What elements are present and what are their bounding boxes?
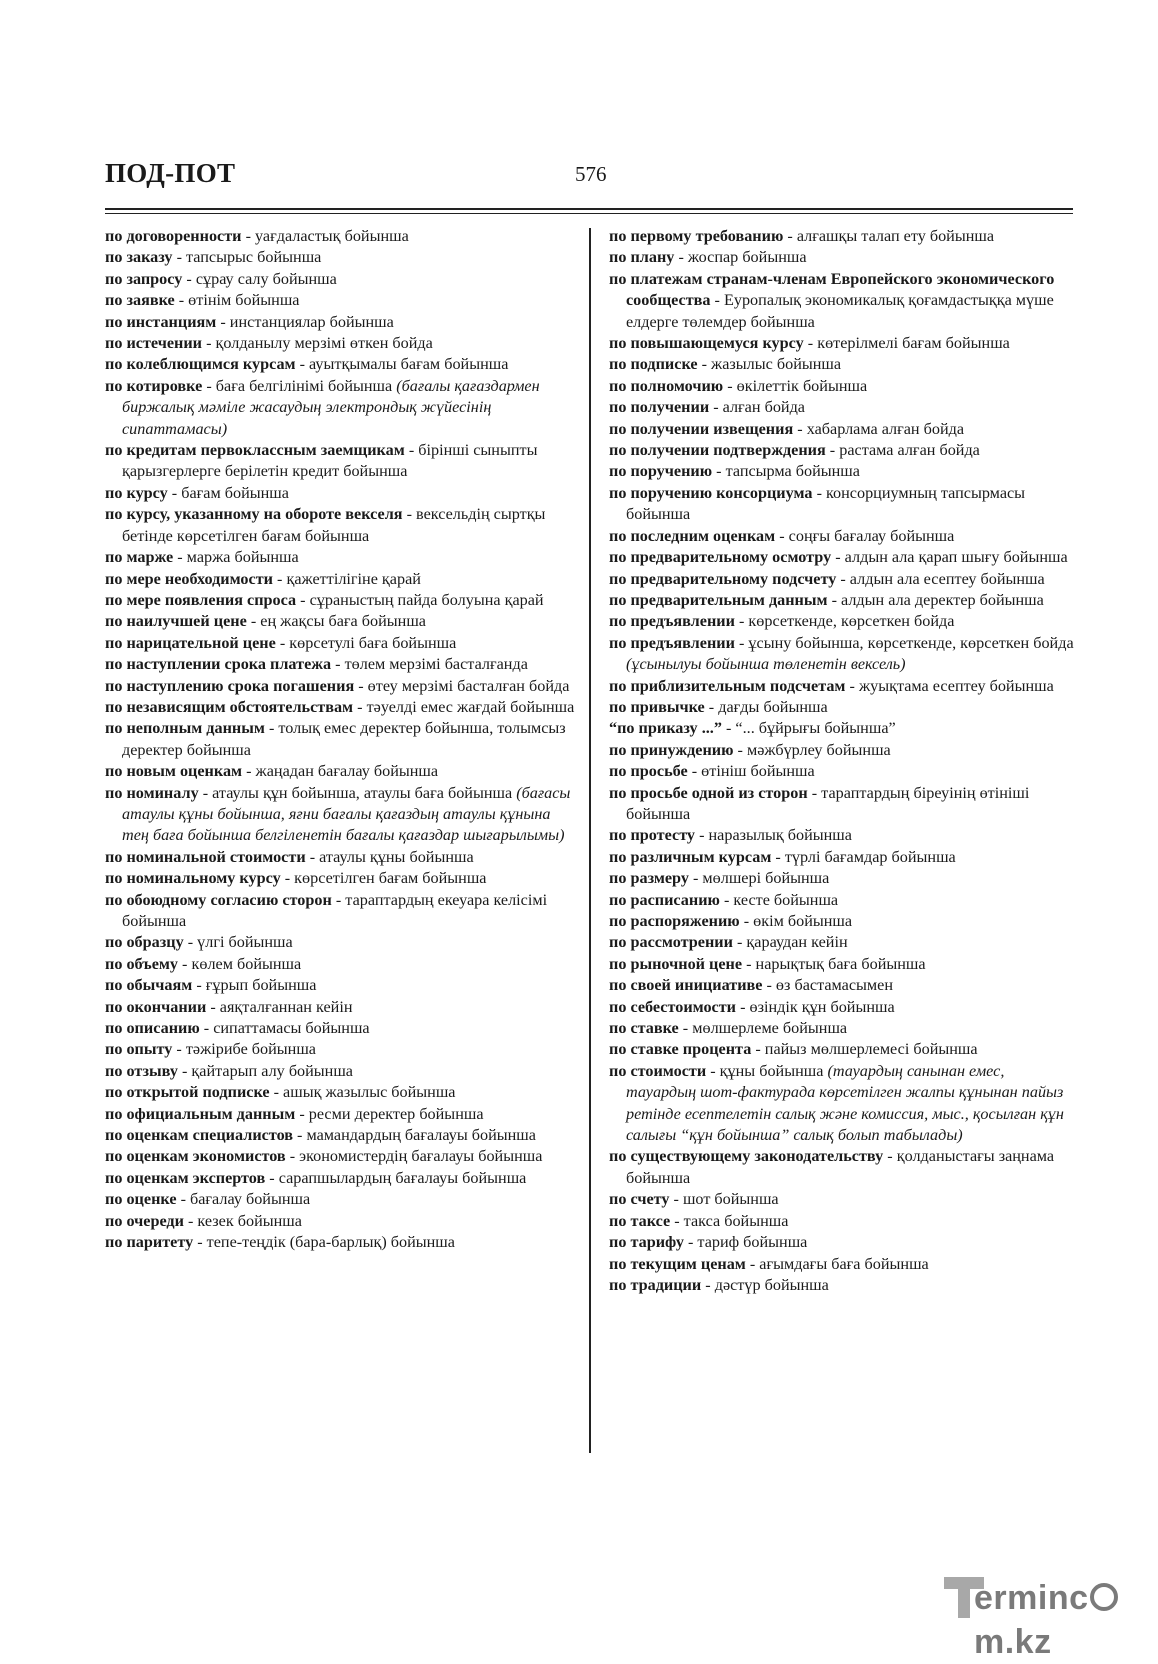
entry-definition: - тараптардың екеуара келісімі бойынша bbox=[122, 890, 548, 930]
dictionary-entry bbox=[105, 1146, 575, 1167]
dictionary-entry bbox=[105, 504, 575, 547]
dictionary-entry bbox=[105, 312, 575, 333]
entry-definition: - уағдаластық бойынша bbox=[241, 227, 409, 245]
entry-note: (ұсынылуы бойынша төленетін вексель) bbox=[626, 655, 906, 674]
entry-term: по новым оценкам bbox=[105, 762, 243, 781]
dictionary-entry bbox=[105, 1232, 575, 1253]
entry-definition: - сұрау салу бойынша bbox=[182, 269, 337, 288]
dictionary-entry bbox=[609, 825, 1077, 846]
entry-definition: - сұраныстың пайда болуына қарай bbox=[296, 590, 544, 609]
entry-term: по расписанию bbox=[609, 890, 720, 909]
entry-definition: - наразылық бойынша bbox=[695, 826, 852, 845]
entry-term: по кредитам первоклассным заемщикам bbox=[105, 441, 405, 460]
entry-term: по себестоимости bbox=[609, 997, 737, 1016]
entry-term: по наступлении срока платежа bbox=[105, 655, 332, 674]
dictionary-entry bbox=[609, 847, 1077, 868]
dictionary-entry bbox=[105, 290, 575, 311]
entry-definition: - консорциумның тапсырмасы бойынша bbox=[626, 483, 1026, 524]
entry-definition: - маржа бойынша bbox=[173, 548, 299, 567]
dictionary-entry bbox=[105, 975, 575, 996]
entry-term: по договоренности bbox=[105, 227, 242, 245]
entry-definition: - атаулы құн бойынша, атаулы баға бойынша bbox=[198, 783, 517, 802]
entry-term: по первому требованию bbox=[609, 227, 784, 245]
entry-definition: - жуықтама есептеу бойынша bbox=[845, 676, 1054, 695]
entry-definition: - жоспар бойынша bbox=[674, 248, 807, 267]
dictionary-entry bbox=[105, 483, 575, 504]
entry-definition: - мамандардың бағалауы бойынша bbox=[293, 1126, 536, 1145]
dictionary-entry bbox=[105, 676, 575, 697]
entry-term: по колеблющимся курсам bbox=[105, 355, 296, 374]
entry-term: по марже bbox=[105, 548, 174, 567]
entry-term: “по приказу ...” bbox=[609, 719, 722, 738]
dictionary-entry bbox=[609, 526, 1077, 547]
entry-term: по поручению bbox=[609, 462, 713, 481]
entry-term: по рассмотрении bbox=[609, 933, 733, 952]
entry-term: по неполным данным bbox=[105, 719, 265, 738]
entry-term: по независящим обстоятельствам bbox=[105, 697, 354, 716]
entry-definition: - атаулы құны бойынша bbox=[305, 847, 474, 866]
entry-term: по протесту bbox=[609, 826, 696, 845]
dictionary-entry bbox=[105, 1189, 575, 1210]
dictionary-entry bbox=[609, 975, 1077, 996]
header-rule-thin bbox=[105, 213, 1073, 214]
dictionary-entry bbox=[105, 376, 575, 440]
entry-definition: - Еуропалық экономикалық қоғамдастыққа мүше елдерге төлемдер бойынша bbox=[626, 291, 1054, 331]
dictionary-entry bbox=[609, 461, 1077, 482]
entry-term: по различным курсам bbox=[609, 847, 772, 866]
dictionary-entry bbox=[609, 1232, 1077, 1253]
entry-definition: - инстанциялар бойынша bbox=[216, 312, 394, 331]
watermark-logo bbox=[944, 1576, 1148, 1661]
entry-definition: - көрсетулі баға бойынша bbox=[275, 633, 457, 652]
entry-term: по нарицательной цене bbox=[105, 633, 276, 652]
entry-definition: - ғұрып бойынша bbox=[192, 976, 317, 995]
dictionary-entry bbox=[609, 718, 1077, 739]
entry-definition: - ең жақсы баға бойынша bbox=[246, 612, 426, 631]
dictionary-entry bbox=[609, 590, 1077, 611]
dictionary-entry bbox=[105, 547, 575, 568]
entry-definition: - өзіндік құн бойынша bbox=[736, 997, 895, 1016]
dictionary-entry bbox=[609, 1146, 1077, 1189]
entry-term: по последним оценкам bbox=[609, 526, 776, 545]
column-divider bbox=[589, 228, 591, 1453]
entry-term: по обычаям bbox=[105, 976, 193, 995]
entry-term: по оценкам экспертов bbox=[105, 1168, 266, 1187]
dictionary-entry bbox=[105, 1125, 575, 1146]
entry-term: по официальным данным bbox=[105, 1104, 296, 1123]
entry-definition: - жазылыс бойынша bbox=[697, 355, 842, 374]
entry-term: по котировке bbox=[105, 376, 203, 395]
entry-definition: - көрсетілген бағам бойынша bbox=[280, 869, 487, 888]
right-column bbox=[609, 226, 1077, 1296]
entry-term: по истечении bbox=[105, 334, 203, 353]
dictionary-entry bbox=[105, 1018, 575, 1039]
entry-definition: - өкім бойынша bbox=[739, 912, 853, 930]
entry-term: по привычке bbox=[609, 697, 705, 716]
entry-term: по получении bbox=[609, 398, 710, 417]
entry-term: по предварительному осмотру bbox=[609, 548, 832, 567]
dictionary-entry bbox=[609, 890, 1077, 911]
entry-term: по заявке bbox=[105, 291, 175, 310]
dictionary-entry bbox=[105, 1168, 575, 1189]
entry-term: по отзыву bbox=[105, 1061, 178, 1080]
entry-note: (тауардың санынан емес, тауардың шот-фактурада көрсетілген жалпы құнынан пайыз ретінде есептелетін салық және комиссия, мыс., қосылған құн салығы “құн бойынша” салық болып табылады) bbox=[626, 1061, 1064, 1145]
dictionary-entry bbox=[609, 740, 1077, 761]
entry-definition: - кезек бойынша bbox=[183, 1211, 302, 1230]
entry-definition: - вексельдің сыртқы бетінде көрсетілген бағам бойынша bbox=[122, 505, 546, 545]
dictionary-entry bbox=[609, 697, 1077, 718]
entry-definition: - мәжбүрлеу бойынша bbox=[733, 740, 891, 759]
entry-definition: - алдын ала есептеу бойынша bbox=[836, 569, 1045, 588]
entry-term: по своей инициативе bbox=[609, 976, 763, 995]
page-number: 576 bbox=[575, 162, 607, 186]
dictionary-entry bbox=[105, 633, 575, 654]
dictionary-entry bbox=[609, 1211, 1077, 1232]
watermark-text: ermincm.kz bbox=[974, 1576, 1148, 1664]
entry-term: по описанию bbox=[105, 1019, 200, 1038]
entry-term: по заказу bbox=[105, 248, 173, 267]
dictionary-entry bbox=[609, 483, 1077, 526]
entry-definition: - көтерілмелі бағам бойынша bbox=[803, 334, 1010, 353]
dictionary-entry bbox=[609, 1061, 1077, 1147]
entry-term: по текущим ценам bbox=[609, 1254, 746, 1273]
entry-definition: - ресми деректер бойынша bbox=[295, 1104, 484, 1123]
entry-definition: - қараудан кейін bbox=[732, 933, 848, 952]
entry-term: по мере необходимости bbox=[105, 569, 273, 588]
header-rule-thick bbox=[105, 208, 1073, 210]
entry-definition: - соңғы бағалау бойынша bbox=[775, 526, 955, 545]
entry-term: по стоимости bbox=[609, 1061, 707, 1080]
entry-definition: - алдын ала деректер бойынша bbox=[827, 590, 1044, 609]
entry-term: по номиналу bbox=[105, 783, 199, 802]
entry-term: по получении подтверждения bbox=[609, 441, 826, 460]
entry-definition: - ашық жазылыс бойынша bbox=[269, 1083, 456, 1102]
dictionary-entry bbox=[609, 226, 1077, 247]
dictionary-entry bbox=[609, 932, 1077, 953]
entry-definition: - өз бастамасымен bbox=[762, 976, 894, 995]
entry-term: по предъявлении bbox=[609, 633, 735, 652]
dictionary-entry bbox=[105, 761, 575, 782]
dictionary-entry bbox=[105, 1039, 575, 1060]
entry-definition: - тәжірибе бойынша bbox=[172, 1040, 316, 1059]
entry-definition: - өтінім бойынша bbox=[174, 291, 300, 310]
entry-definition: - ағымдағы баға бойынша bbox=[745, 1254, 929, 1273]
dictionary-entry bbox=[609, 676, 1077, 697]
entry-definition: - “... бұйрығы бойынша” bbox=[721, 719, 896, 738]
entry-term: по счету bbox=[609, 1190, 670, 1209]
dictionary-entry bbox=[609, 783, 1077, 826]
dictionary-entry bbox=[609, 954, 1077, 975]
entry-definition: - үлгі бойынша bbox=[183, 933, 293, 952]
entry-definition: - тараптардың біреуінің өтініші бойынша bbox=[626, 783, 1030, 823]
entry-term: по рыночной цене bbox=[609, 954, 743, 973]
dictionary-entry bbox=[609, 269, 1077, 333]
entry-note: (бағалы қағаздармен биржалық мәміле жасаудың электрондық жүйесінің сипаттамасы) bbox=[122, 376, 540, 438]
entry-term: по предварительному подсчету bbox=[609, 569, 837, 588]
dictionary-entry bbox=[105, 718, 575, 761]
dictionary-entry bbox=[105, 611, 575, 632]
entry-definition: - бірінші сыныпты қарызгерлерге берілетін кредит бойынша bbox=[122, 441, 538, 481]
dictionary-entry bbox=[609, 633, 1077, 676]
entry-term: по образцу bbox=[105, 933, 184, 952]
entry-definition: - тәуелді емес жағдай бойынша bbox=[353, 697, 575, 716]
dictionary-entry bbox=[105, 954, 575, 975]
entry-term: по тарифу bbox=[609, 1233, 684, 1252]
entry-note: (бағасы атаулы құны бойынша, яғни бағалы қағаздың атаулы құнына тең баға бойынша белгіленетін бағалы қағаздар шығарылымы) bbox=[122, 783, 571, 845]
dictionary-entry bbox=[609, 376, 1077, 397]
entry-definition: - бағалау бойынша bbox=[176, 1190, 311, 1209]
entry-definition: - өтеу мерзімі басталған бойда bbox=[354, 676, 570, 695]
entry-definition: - көрсеткенде, көрсеткен бойда bbox=[734, 612, 955, 631]
dictionary-entry bbox=[105, 247, 575, 268]
entry-term: по плану bbox=[609, 248, 675, 267]
entry-definition: - дағды бойынша bbox=[704, 697, 828, 716]
entry-definition: - баға белгілінімі бойынша bbox=[202, 376, 397, 395]
entry-definition: - кесте бойынша bbox=[719, 890, 839, 909]
dictionary-entry bbox=[609, 333, 1077, 354]
entry-term: по мере появления спроса bbox=[105, 590, 297, 609]
entry-definition: - бағам бойынша bbox=[167, 483, 289, 502]
dictionary-entry bbox=[609, 419, 1077, 440]
entry-term: по курсу bbox=[105, 483, 168, 502]
entry-term: по предварительным данным bbox=[609, 590, 828, 609]
entry-definition: - аяқталғаннан кейін bbox=[206, 997, 353, 1016]
entry-definition: - қайтарып алу бойынша bbox=[177, 1061, 353, 1080]
entry-term: по поручению консорциума bbox=[609, 483, 813, 502]
entry-definition: - жаңадан бағалау бойынша bbox=[242, 762, 439, 781]
dictionary-entry bbox=[105, 569, 575, 590]
entry-term: по номинальной стоимости bbox=[105, 847, 306, 866]
entry-definition: - пайыз мөлшерлемесі бойынша bbox=[751, 1040, 978, 1059]
entry-definition: - шот бойынша bbox=[669, 1190, 779, 1209]
dictionary-entry bbox=[609, 247, 1077, 268]
dictionary-entry bbox=[609, 868, 1077, 889]
entry-definition: - дәстүр бойынша bbox=[701, 1275, 829, 1294]
dictionary-entry bbox=[105, 590, 575, 611]
dictionary-entry bbox=[609, 761, 1077, 782]
entry-term: по открытой подписке bbox=[105, 1083, 270, 1102]
dictionary-entry bbox=[609, 1275, 1077, 1296]
dictionary-entry bbox=[609, 440, 1077, 461]
dictionary-entry bbox=[105, 1082, 575, 1103]
dictionary-entry bbox=[609, 1039, 1077, 1060]
entry-definition: - алғашқы талап ету бойынша bbox=[783, 227, 995, 245]
dictionary-entry bbox=[105, 783, 575, 847]
entry-term: по таксе bbox=[609, 1211, 671, 1230]
entry-term: по инстанциям bbox=[105, 312, 217, 331]
dictionary-entry bbox=[105, 440, 575, 483]
dictionary-entry bbox=[105, 269, 575, 290]
dictionary-entry bbox=[105, 847, 575, 868]
dictionary-entry bbox=[105, 997, 575, 1018]
dictionary-entry bbox=[105, 1061, 575, 1082]
entry-term: по полномочию bbox=[609, 376, 724, 395]
entry-term: по очереди bbox=[105, 1211, 184, 1230]
dictionary-entry bbox=[105, 654, 575, 675]
entry-definition: - нарықтық баға бойынша bbox=[742, 954, 926, 973]
dictionary-entry bbox=[105, 697, 575, 718]
dictionary-entry bbox=[609, 397, 1077, 418]
entry-definition: - мөлшері бойынша bbox=[688, 869, 830, 888]
entry-definition: - қолданылу мерзімі өткен бойда bbox=[202, 334, 433, 353]
entry-term: по окончании bbox=[105, 997, 207, 1016]
entry-term: по принуждению bbox=[609, 740, 734, 759]
entry-definition: - түрлі бағамдар бойынша bbox=[771, 847, 956, 866]
entry-term: по объему bbox=[105, 954, 178, 973]
entry-term: по наилучшей цене bbox=[105, 612, 247, 631]
left-column bbox=[105, 226, 575, 1254]
entry-term: по размеру bbox=[609, 869, 689, 888]
dictionary-entry bbox=[609, 997, 1077, 1018]
entry-term: по оценкам экономистов bbox=[105, 1147, 286, 1166]
entry-term: по предъявлении bbox=[609, 612, 735, 631]
dictionary-entry bbox=[609, 911, 1077, 932]
page-header-title: ПОД-ПОТ bbox=[105, 158, 236, 188]
entry-term: по подписке bbox=[609, 355, 698, 374]
entry-term: по существующему законодательству bbox=[609, 1147, 884, 1166]
entry-definition: - мөлшерлеме бойынша bbox=[678, 1019, 848, 1038]
entry-definition: - тапсырма бойынша bbox=[712, 462, 860, 481]
entry-definition: - өтініш бойынша bbox=[687, 762, 815, 781]
dictionary-entry bbox=[105, 226, 575, 247]
entry-term: по курсу, указанному на обороте векселя bbox=[105, 505, 403, 524]
entry-definition: - құны бойынша bbox=[706, 1061, 828, 1080]
entry-definition: - сипаттамасы бойынша bbox=[199, 1019, 370, 1038]
entry-definition: - толық емес деректер бойынша, толымсыз деректер бойынша bbox=[122, 719, 566, 759]
dictionary-entry bbox=[105, 1211, 575, 1232]
dictionary-entry bbox=[105, 1104, 575, 1125]
entry-term: по повышающемуся курсу bbox=[609, 334, 804, 353]
entry-definition: - хабарлама алған бойда bbox=[793, 419, 965, 438]
entry-definition: - қолданыстағы заңнама бойынша bbox=[626, 1147, 1055, 1187]
entry-definition: - сарапшылардың бағалауы бойынша bbox=[265, 1168, 527, 1187]
dictionary-entry bbox=[105, 354, 575, 375]
dictionary-entry bbox=[105, 932, 575, 953]
entry-definition: - төлем мерзімі басталғанда bbox=[331, 655, 528, 674]
entry-term: по получении извещения bbox=[609, 419, 794, 438]
dictionary-entry bbox=[609, 1018, 1077, 1039]
magnifier-icon bbox=[1090, 1583, 1118, 1611]
entry-definition: - көлем бойынша bbox=[178, 954, 302, 973]
entry-definition: - тариф бойынша bbox=[683, 1233, 808, 1252]
entry-definition: - қажеттілігіне қарай bbox=[272, 569, 421, 588]
entry-definition: - алған бойда bbox=[709, 398, 805, 417]
entry-definition: - тапсырыс бойынша bbox=[172, 248, 322, 267]
entry-definition: - растама алған бойда bbox=[825, 441, 980, 460]
dictionary-entry bbox=[105, 890, 575, 933]
entry-term: по наступлению срока погашения bbox=[105, 676, 355, 695]
dictionary-entry bbox=[609, 569, 1077, 590]
entry-term: по просьбе одной из сторон bbox=[609, 783, 808, 802]
entry-definition: - өкілеттік бойынша bbox=[723, 376, 868, 395]
dictionary-entry bbox=[609, 547, 1077, 568]
entry-term: по оценке bbox=[105, 1190, 177, 1209]
entry-definition: - ұсыну бойынша, көрсеткенде, көрсеткен бойда bbox=[734, 633, 1074, 652]
entry-definition: - экономистердің бағалауы бойынша bbox=[285, 1147, 543, 1166]
entry-term: по номинальному курсу bbox=[105, 869, 281, 888]
entry-term: по паритету bbox=[105, 1233, 194, 1252]
entry-term: по просьбе bbox=[609, 762, 688, 781]
entry-term: по запросу bbox=[105, 269, 183, 288]
dictionary-entry bbox=[609, 611, 1077, 632]
entry-definition: - алдын ала қарап шығу бойынша bbox=[831, 548, 1068, 567]
entry-term: по обоюдному согласию сторон bbox=[105, 890, 332, 909]
logo-t-stem bbox=[958, 1582, 970, 1618]
dictionary-entry bbox=[609, 354, 1077, 375]
dictionary-entry bbox=[105, 333, 575, 354]
entry-term: по опыту bbox=[105, 1040, 173, 1059]
entry-definition: - ауытқымалы бағам бойынша bbox=[295, 355, 509, 374]
entry-term: по традиции bbox=[609, 1275, 702, 1294]
entry-term: по оценкам специалистов bbox=[105, 1126, 293, 1145]
dictionary-entry bbox=[609, 1189, 1077, 1210]
entry-term: по ставке процента bbox=[609, 1040, 752, 1059]
entry-term: по ставке bbox=[609, 1019, 679, 1038]
entry-definition: - тепе-теңдік (бара-барлық) бойынша bbox=[193, 1233, 455, 1252]
dictionary-entry bbox=[105, 868, 575, 889]
entry-term: по распоряжению bbox=[609, 912, 740, 930]
entry-definition: - такса бойынша bbox=[670, 1211, 789, 1230]
entry-term: по приблизительным подсчетам bbox=[609, 676, 846, 695]
dictionary-entry bbox=[609, 1254, 1077, 1275]
entry-term: по платежам странам-членам Европейского экономического сообщества bbox=[609, 269, 1055, 310]
